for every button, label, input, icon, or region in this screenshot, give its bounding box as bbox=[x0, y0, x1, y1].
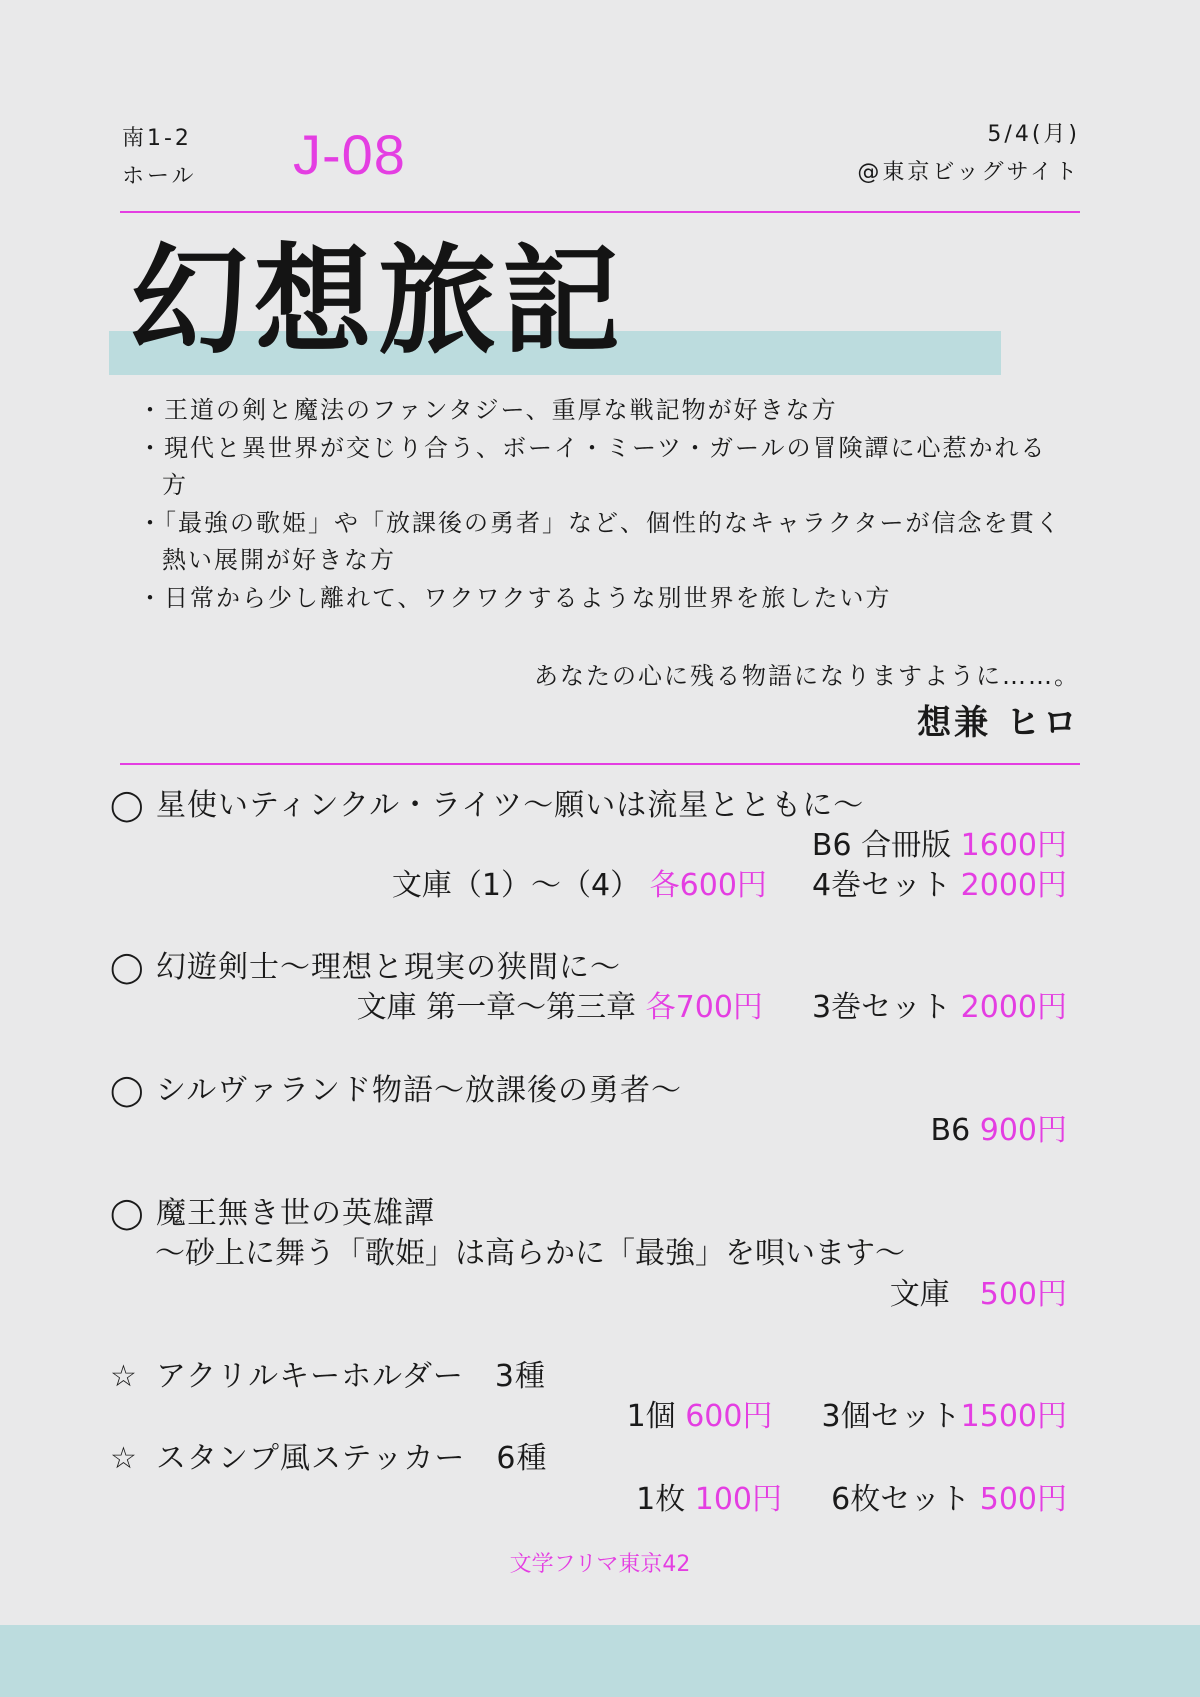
item-title bbox=[110, 948, 621, 988]
price-label: 文庫 bbox=[889, 1277, 980, 1312]
set-label: 3巻セット bbox=[812, 990, 961, 1025]
recommendation-list bbox=[138, 392, 1078, 617]
middle-divider bbox=[120, 763, 1080, 765]
item-title-text: 星使いティンクル・ライツ〜願いは流星とともに〜 bbox=[156, 788, 865, 823]
price-label: 文庫 第一章〜第三章 bbox=[356, 990, 646, 1025]
set-price: 1500円 bbox=[960, 1399, 1067, 1434]
item-title-text: 魔王無き世の英雄譚 bbox=[156, 1196, 435, 1231]
circle-bullet-icon: ◯ bbox=[110, 950, 145, 985]
set-price: 2000円 bbox=[960, 990, 1067, 1025]
price-label: B6 bbox=[930, 1113, 980, 1148]
goods-title-text: スタンプ風ステッカー 6種 bbox=[156, 1441, 548, 1476]
circle-bullet-icon: ◯ bbox=[110, 1073, 145, 1108]
price-line bbox=[392, 866, 1067, 906]
hall-label bbox=[122, 120, 197, 196]
price-label: 1枚 bbox=[636, 1482, 695, 1517]
price-value: 各700円 bbox=[645, 990, 763, 1025]
recommendation-item: ・日常から少し離れて、ワクワクするような別世界を旅したい方 bbox=[138, 583, 892, 612]
price-value: 1600円 bbox=[960, 828, 1067, 863]
star-bullet-icon: ☆ bbox=[110, 1441, 138, 1476]
recommendation-item: ・王道の剣と魔法のファンタジー、重厚な戦記物が好きな方 bbox=[138, 396, 838, 424]
event-date: 5/4(月) bbox=[987, 122, 1080, 147]
top-divider bbox=[120, 211, 1080, 213]
item-title-text: シルヴァランド物語〜放課後の勇者〜 bbox=[156, 1073, 682, 1108]
item-title bbox=[110, 1071, 682, 1111]
page-title: 幻想旅記 bbox=[130, 232, 627, 370]
event-name-footer: 文学フリマ東京42 bbox=[509, 1552, 691, 1577]
recommendation-item: ・現代と異世界が交じり合う、ボーイ・ミーツ・ガールの冒険譚に心惹かれる方 bbox=[138, 433, 1047, 499]
goods-title bbox=[110, 1357, 546, 1397]
set-label: 3個セット bbox=[821, 1399, 961, 1434]
event-info bbox=[857, 116, 1080, 192]
set-label: 4巻セット bbox=[812, 868, 961, 903]
price-value: 600円 bbox=[685, 1399, 773, 1434]
goods-title-text: アクリルキーホルダー 3種 bbox=[156, 1359, 546, 1394]
price-line bbox=[627, 1397, 1067, 1437]
price-label: 1個 bbox=[626, 1399, 686, 1434]
price-label: 文庫（1）〜（4） bbox=[391, 868, 641, 903]
item-title bbox=[110, 1194, 435, 1234]
recommendation-item: ・「最強の歌姫」や「放課後の勇者」など、個性的なキャラクターが信念を貫く熱い展開が好きな方 bbox=[138, 508, 1062, 574]
price-line bbox=[931, 1111, 1067, 1151]
price-value: 900円 bbox=[979, 1113, 1067, 1148]
closing-message: あなたの心に残る物語になりますように……。 bbox=[534, 662, 1080, 690]
circle-bullet-icon: ◯ bbox=[110, 1196, 145, 1231]
author-name: 想兼 ヒロ bbox=[917, 703, 1080, 743]
price-label: B6 合冊版 bbox=[811, 828, 961, 863]
set-price: 2000円 bbox=[960, 868, 1067, 903]
item-title-text: 幻遊剣士〜理想と現実の狭間に〜 bbox=[156, 950, 621, 985]
price-line bbox=[812, 826, 1067, 866]
price-line bbox=[357, 988, 1067, 1028]
set-price: 500円 bbox=[979, 1482, 1067, 1517]
item-subtitle: 〜砂上に舞う「歌姫」は高らかに「最強」を唄います〜 bbox=[155, 1236, 905, 1271]
hall-line-2: ホール bbox=[122, 164, 197, 189]
price-line bbox=[890, 1275, 1067, 1315]
hall-line-1: 南1-2 bbox=[122, 126, 192, 151]
price-value: 100円 bbox=[694, 1482, 783, 1517]
price-line bbox=[636, 1480, 1067, 1520]
footer-band bbox=[0, 1625, 1200, 1697]
event-venue: @東京ビッグサイト bbox=[857, 160, 1080, 185]
goods-title bbox=[110, 1439, 548, 1479]
set-label: 6枚セット bbox=[831, 1482, 980, 1517]
circle-bullet-icon: ◯ bbox=[110, 788, 145, 823]
price-value: 500円 bbox=[979, 1277, 1067, 1312]
booth-number: J-08 bbox=[293, 123, 406, 186]
item-title bbox=[110, 786, 864, 826]
star-bullet-icon: ☆ bbox=[110, 1359, 138, 1394]
price-value: 各600円 bbox=[649, 868, 767, 903]
